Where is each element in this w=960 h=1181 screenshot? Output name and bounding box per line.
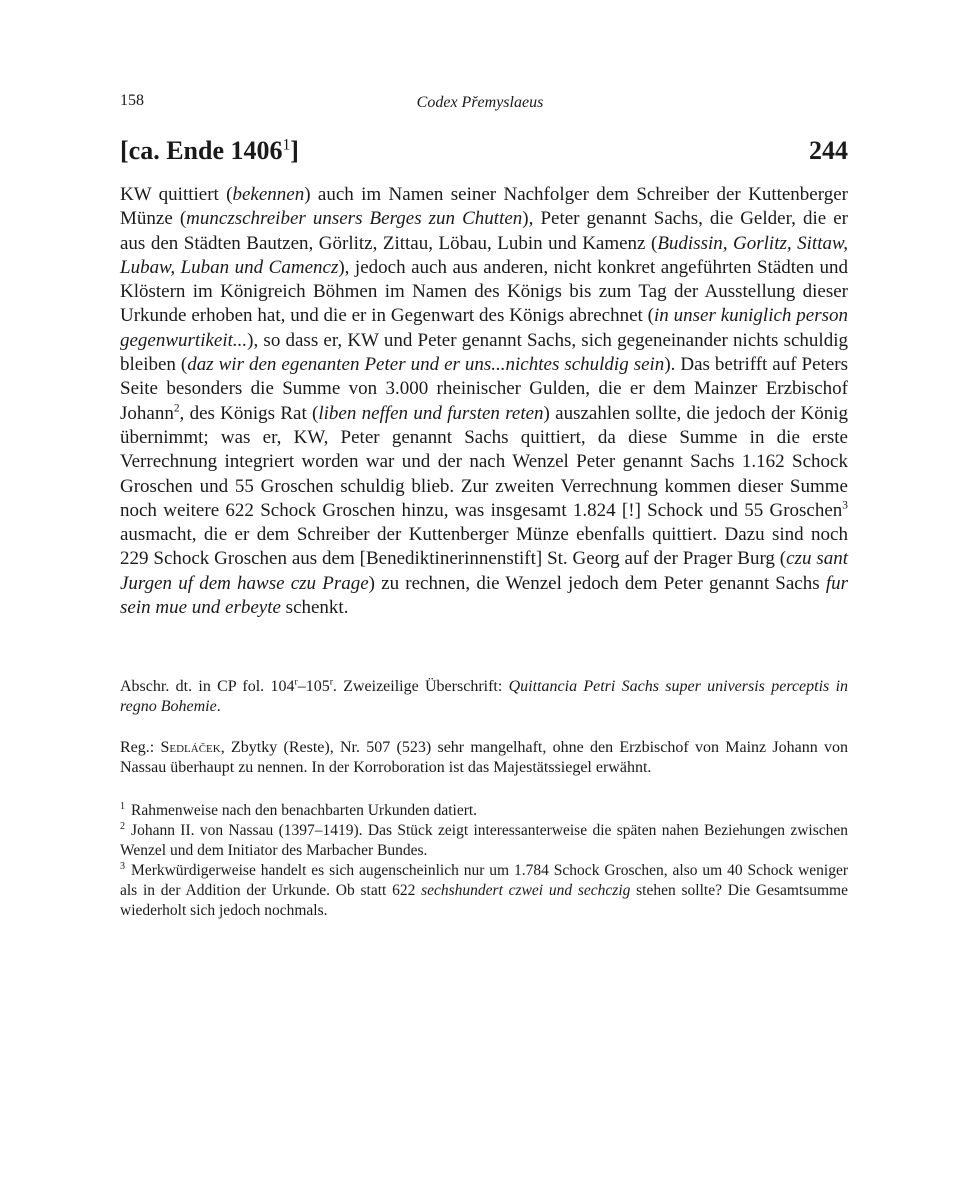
transmission-note: [120, 677, 848, 717]
page-number: 158: [120, 92, 144, 109]
regest-quote: bekennen: [232, 184, 305, 205]
regest-text: ), so dass er, KW und Peter genannt Sachs, sich gegeneinander nichts schuldig bleiben (: [120, 329, 848, 376]
footnote-1: [120, 801, 848, 821]
regest-quote: daz wir den egenanten Peter und er uns...nichtes schuldig sein: [187, 354, 665, 376]
regest-text: ) auch im Namen seiner Nachfolger dem Schreiber der Kuttenberger Münze (: [120, 184, 848, 230]
footnote-number: 1: [120, 800, 126, 812]
date-text: [ca. Ende 1406: [120, 136, 283, 165]
running-head: Codex Přemyslaeus: [416, 94, 544, 111]
footnote-text: stehen sollte? Die Gesamtsumme wiederholt sich jedoch nochmals.: [120, 882, 848, 919]
regest-text: ausmacht, die er dem Schreiber der Kuttenberger Münze ebenfalls quittiert. Dazu sind noch 229 Schock Groschen aus dem [Benediktinerinnenstift] St. Georg auf der Prager Burg (: [120, 524, 848, 570]
regest-text: ), Peter genannt Sachs, die Gelder, die er aus den Städten Bautzen, Görlitz, Zittau, Löbau, Lubin und Kamenz (: [120, 208, 848, 254]
recto-mark: r: [294, 676, 298, 688]
regest-quote: Budissin, Gorlitz, Sittaw, Lubaw, Luban und Camencz: [120, 232, 848, 278]
register-author: Sedláček: [160, 739, 221, 756]
footnote-2: [120, 821, 848, 861]
register-text: , Zbytky (Reste), Nr. 507 (523) sehr mangelhaft, ohne den Erzbischof von Mainz Johann von Nassau überhaupt zu nennen. In der Korroboration ist das Majestätssiegel erwähnt.: [120, 739, 848, 776]
transmission-title: Quittancia Petri Sachs super universis perceptis in regno Bohemie: [120, 678, 849, 715]
register-text: Reg.:: [120, 739, 161, 756]
regest-text: ) zu rechnen, die Wenzel jedoch dem Peter genannt Sachs: [368, 572, 826, 594]
date-close: ]: [290, 136, 299, 165]
recto-mark: r: [329, 676, 333, 688]
document-date: [120, 136, 299, 166]
regest-quote: czu sant Jurgen uf dem hawse czu Prage: [120, 548, 848, 594]
footnote-ref-1: 1: [282, 136, 291, 154]
footnote-text: Rahmenweise nach den benachbarten Urkunden datiert.: [131, 802, 478, 819]
regest-text: ). Das betrifft auf Peters Seite besonders die Summe von 3.000 rheinischer Gulden, die er dem Mainzer Erzbischof Johann: [120, 354, 848, 424]
regest-text: , des Königs Rat (: [179, 402, 319, 424]
footnote-number: 2: [120, 820, 126, 832]
footnote-text: Merkwürdigerweise handelt es sich augenscheinlich nur um 1.784 Schock Groschen, also um 40 Schock weniger als in der Addition der Urkunde. Ob statt 622: [120, 862, 848, 899]
footnote-ref-2: 2: [173, 402, 180, 415]
regest-quote: fur sein mue und erbeyte: [120, 572, 848, 619]
register-note: [120, 738, 848, 778]
transmission-text: .: [216, 698, 221, 715]
footnote-3: [120, 861, 848, 921]
footnote-quote: sechshundert czwei und sechczig: [421, 882, 631, 899]
footnote-ref-3: 3: [842, 499, 848, 512]
footnotes: [120, 801, 848, 921]
regest-text: schenkt.: [280, 597, 349, 619]
transmission-text: –105: [297, 678, 330, 695]
regest-paragraph: [120, 183, 848, 620]
regest-text: KW quittiert (: [120, 184, 233, 205]
transmission-text: Abschr. dt. in CP fol. 104: [120, 678, 295, 695]
regest-quote: in unser kuniglich person gegenwurtikeit...: [120, 305, 848, 351]
regest-quote: liben neffen und fursten reten: [318, 402, 544, 424]
regest-text: ) auszahlen sollte, die jedoch der König übernimmt; was er, KW, Peter genannt Sachs quittiert, da diese Summe in die erste Verrechnung integriert worden war und der nach Wenzel Peter genannt Sachs 1.162 Schock Groschen und 55 Groschen schuldig blieb. Zur zweiten Verrechnung kommen dieser Summe noch weitere 622 Schock Groschen hinzu, was insgesamt 1.824 [!] Schock und 55 Groschen: [120, 402, 849, 521]
regest-quote: munczschreiber unsers Berges zun Chutten: [186, 208, 523, 230]
footnote-number: 3: [120, 860, 126, 872]
footnote-text: Johann II. von Nassau (1397–1419). Das Stück zeigt interessanterweise die späten nahen Beziehungen zwischen Wenzel und dem Initiator des Marbacher Bundes.: [120, 822, 848, 859]
regest-text: ), jedoch auch aus anderen, nicht konkret angeführten Städten und Klöstern im Königreich Böhmen im Namen des Königs bis zum Tag der Ausstellung dieser Urkunde erhoben hat, und die er in Gegenwart des Königs abrechnet (: [120, 256, 848, 327]
document-heading: [120, 136, 848, 166]
transmission-text: . Zweizeilige Überschrift:: [332, 678, 509, 695]
document-number: 244: [809, 136, 848, 165]
